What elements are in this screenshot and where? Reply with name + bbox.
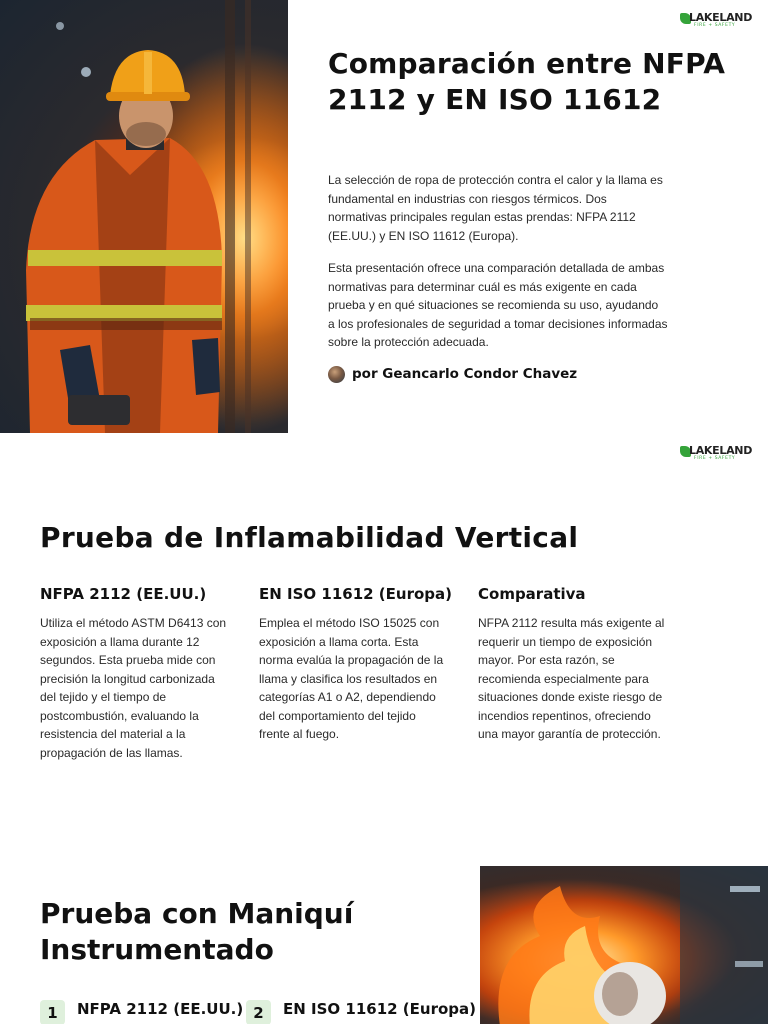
step-item-nfpa	[40, 1000, 243, 1024]
column-comparison	[478, 585, 668, 744]
avatar	[328, 366, 345, 383]
logo-tagline: FIRE + SAFETY	[694, 456, 736, 461]
step-label: NFPA 2112 (EE.UU.)	[77, 1000, 244, 1018]
column-en-iso	[259, 585, 452, 744]
column-heading: Comparativa	[478, 585, 586, 603]
slide-title: Prueba de Inflamabilidad Vertical	[40, 521, 579, 554]
column-heading: NFPA 2112 (EE.UU.)	[40, 585, 207, 603]
slide-mannequin-test	[0, 866, 768, 1024]
column-text: Utiliza el método ASTM D6413 con exposición a llama durante 12 segundos. Esta prueba mide con precisión la longitud carbonizada del tejido y el tiempo de postcombustión, evaluando la resistencia del material a la propagación de las llamas.	[40, 616, 227, 760]
step-number: 2	[246, 1000, 271, 1024]
column-text: NFPA 2112 resulta más exigente al requerir un tiempo de exposición mayor. Por esta razón, se recomienda especialmente para situaciones donde existe riesgo de incendios repentinos, ofreciendo una mayor garantía de protección.	[478, 616, 665, 741]
slide-vertical-flammability	[0, 433, 768, 866]
burning-mannequin-photo	[480, 866, 768, 1024]
slide-intro	[0, 0, 768, 433]
burning-mannequin-illustration	[480, 866, 768, 1024]
firefighter-photo	[0, 0, 288, 433]
logo-wordmark: LAKELAND	[689, 444, 753, 457]
intro-paragraph: La selección de ropa de protección contra el calor y la llama es fundamental en industrias con riesgos térmicos. Dos normativas principales regulan estas prendas: NFPA 2112 (EE.UU.) y EN ISO 11612 (Europa).	[328, 173, 663, 243]
slide-title: Comparación entre NFPA 2112 y EN ISO 11612	[328, 47, 726, 116]
column-heading: EN ISO 11612 (Europa)	[259, 585, 452, 603]
intro-paragraph: Esta presentación ofrece una comparación detallada de ambas normativas para determinar cuál es más exigente en cada prueba y en qué situaciones se recomienda su uso, ayudando a los profesionales de seguridad a tomar decisiones informadas sobre la protección adecuada.	[328, 261, 668, 349]
lakeland-logo	[680, 445, 752, 463]
step-item-en-iso	[246, 1000, 476, 1024]
logo-wordmark: LAKELAND	[689, 11, 753, 24]
logo-tagline: FIRE + SAFETY	[694, 23, 736, 28]
step-number: 1	[40, 1000, 65, 1024]
author-name: por Geancarlo Condor Chavez	[352, 366, 578, 382]
step-label: EN ISO 11612 (Europa)	[283, 1000, 476, 1018]
column-text: Emplea el método ISO 15025 con exposición a llama corta. Esta norma evalúa la propagación de la llama y clasifica los resultados en categorías A1 o A2, dependiendo del comportamiento del tejido frente al fuego.	[259, 616, 444, 741]
slide-title: Prueba con Maniquí Instrumentado	[40, 897, 354, 966]
author-credit	[328, 364, 577, 384]
firefighter-illustration	[0, 0, 288, 433]
lakeland-logo	[680, 12, 752, 30]
column-nfpa	[40, 585, 230, 762]
